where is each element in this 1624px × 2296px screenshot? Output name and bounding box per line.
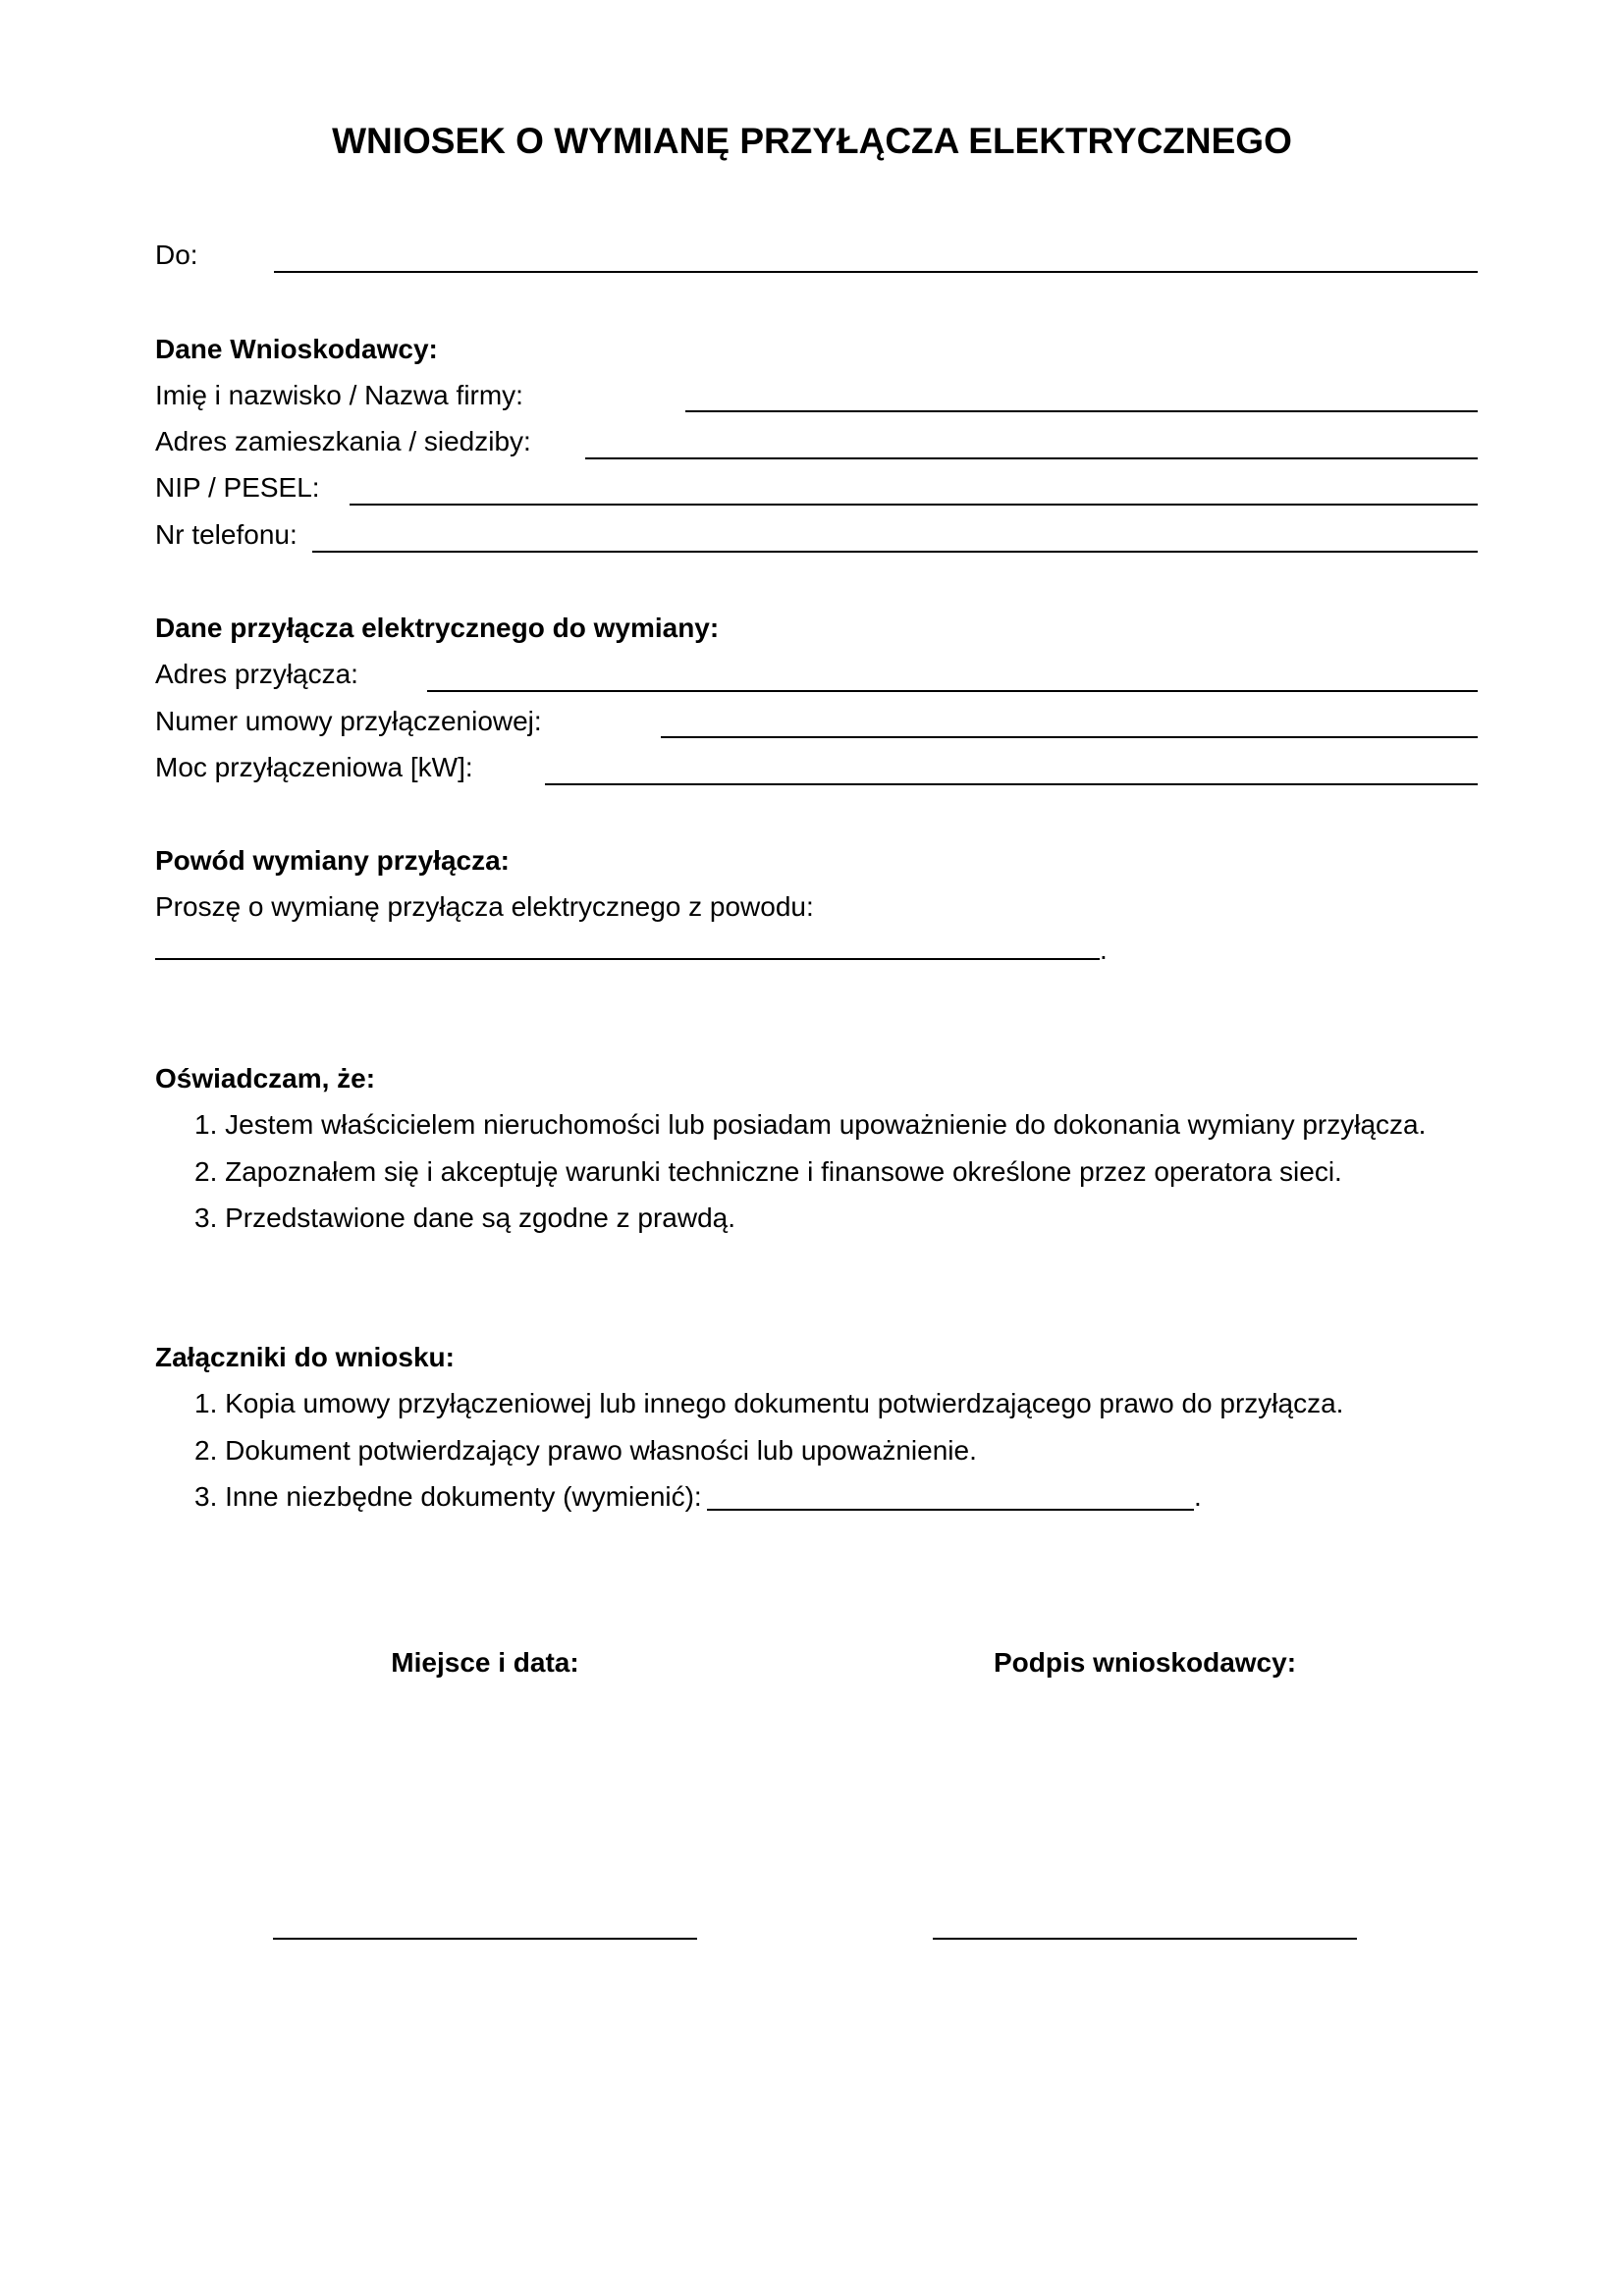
applicant-address-field[interactable] bbox=[585, 457, 1478, 459]
applicant-phone-field[interactable] bbox=[312, 551, 1478, 553]
document-title: WNIOSEK O WYMIANĘ PRZYŁĄCZA ELEKTRYCZNEGO bbox=[332, 121, 1292, 161]
to-field[interactable] bbox=[274, 271, 1478, 273]
connection-address-label: Adres przyłącza: bbox=[155, 659, 358, 689]
applicant-phone-label: Nr telefonu: bbox=[155, 519, 298, 550]
attachments-item-1: 1. Kopia umowy przyłączeniowej lub innego dokumentu potwierdzającego prawo do przyłącza. bbox=[194, 1388, 1344, 1418]
applicant-name-label: Imię i nazwisko / Nazwa firmy: bbox=[155, 380, 523, 410]
attachments-other-field[interactable] bbox=[707, 1509, 1194, 1511]
declaration-heading: Oświadczam, że: bbox=[155, 1063, 376, 1094]
reason-heading: Powód wymiany przyłącza: bbox=[155, 845, 510, 876]
connection-address-field[interactable] bbox=[427, 690, 1478, 692]
place-date-field[interactable] bbox=[273, 1938, 697, 1940]
attachments-item-3: 3. Inne niezbędne dokumenty (wymienić): bbox=[194, 1481, 702, 1512]
place-date-label: Miejsce i data: bbox=[391, 1647, 579, 1678]
reason-end-mark: . bbox=[1100, 934, 1108, 965]
applicant-nip-label: NIP / PESEL: bbox=[155, 472, 320, 503]
connection-power-label: Moc przyłączeniowa [kW]: bbox=[155, 752, 473, 782]
reason-field[interactable] bbox=[155, 958, 1100, 960]
applicant-name-field[interactable] bbox=[685, 410, 1478, 412]
attachments-heading: Załączniki do wniosku: bbox=[155, 1342, 455, 1372]
attachments-item-2: 2. Dokument potwierdzający prawo własności lub upoważnienie. bbox=[194, 1435, 977, 1466]
reason-text: Proszę o wymianę przyłącza elektrycznego z powodu: bbox=[155, 891, 814, 922]
signature-label: Podpis wnioskodawcy: bbox=[993, 1647, 1297, 1678]
connection-heading: Dane przyłącza elektrycznego do wymiany: bbox=[155, 613, 720, 643]
connection-contract-field[interactable] bbox=[661, 736, 1478, 738]
applicant-nip-field[interactable] bbox=[350, 504, 1478, 506]
to-label: Do: bbox=[155, 240, 198, 270]
connection-contract-label: Numer umowy przyłączeniowej: bbox=[155, 706, 542, 736]
signature-field[interactable] bbox=[933, 1938, 1357, 1940]
applicant-address-label: Adres zamieszkania / siedziby: bbox=[155, 426, 531, 456]
attachments-end-mark: . bbox=[1194, 1481, 1202, 1512]
declaration-item-1: 1. Jestem właścicielem nieruchomości lub posiadam upoważnienie do dokonania wymiany przyłącza. bbox=[194, 1109, 1427, 1140]
applicant-heading: Dane Wnioskodawcy: bbox=[155, 334, 438, 364]
declaration-item-3: 3. Przedstawione dane są zgodne z prawdą. bbox=[194, 1202, 736, 1233]
declaration-item-2: 2. Zapoznałem się i akceptuję warunki techniczne i finansowe określone przez operatora sieci. bbox=[194, 1156, 1342, 1187]
connection-power-field[interactable] bbox=[545, 783, 1478, 785]
